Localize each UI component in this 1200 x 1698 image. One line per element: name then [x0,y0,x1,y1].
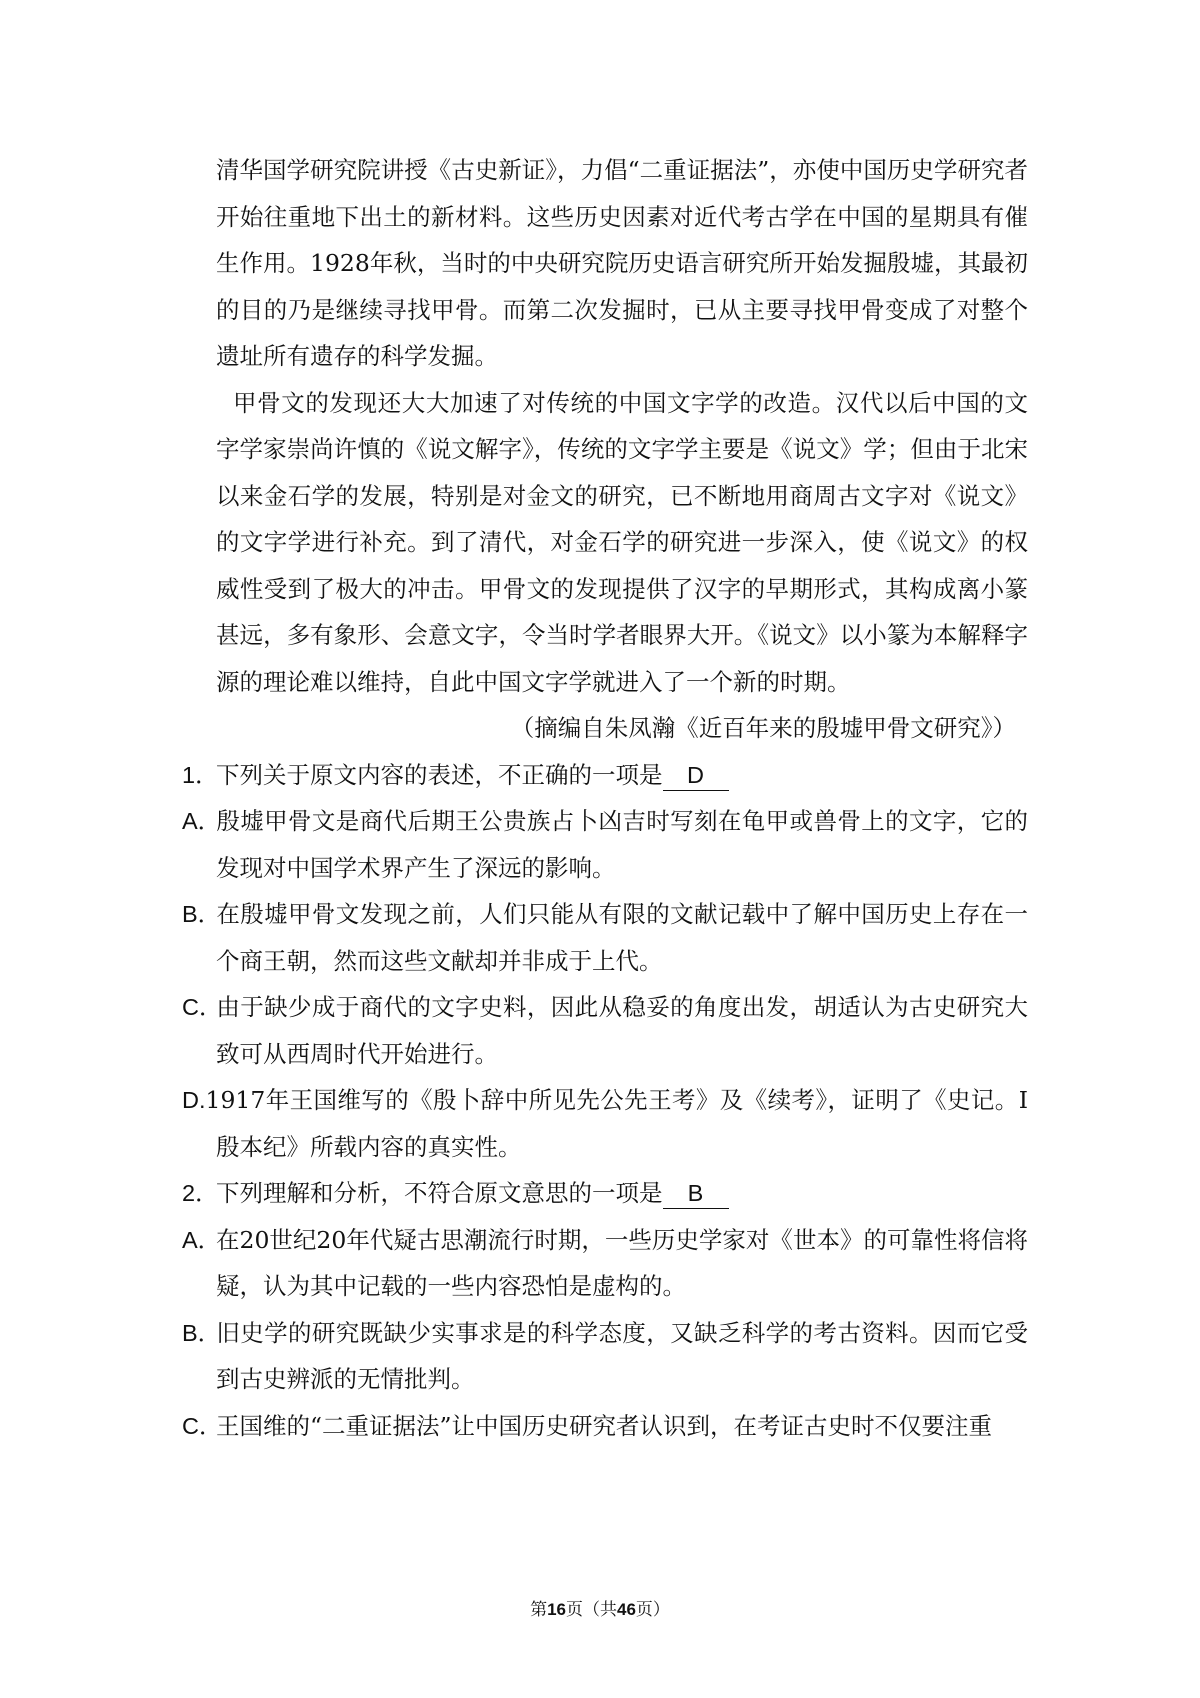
option-label: A． [182,808,222,834]
option-text: 旧史学的研究既缺少实事求是的科学态度，又缺乏科学的考古资料。因而它受到古史辨派的无情批判。 [216,1318,1028,1393]
option-label: B． [182,901,222,927]
question-number: 2． [182,1180,219,1206]
option-c [182,984,1028,1077]
option-text: 王国维的“二重证据法”让中国历史研究者认识到，在考证古史时不仅要注重 [216,1411,993,1440]
option-b [182,891,1028,984]
question-stem: 下列理解和分析，不符合原文意思的一项是 [216,1179,663,1207]
passage-source: （摘编自朱凤瀚《近百年来的殷墟甲骨文研究》） [510,714,1016,742]
option-a [182,1217,1028,1310]
option-text: 在殷墟甲骨文发现之前，人们只能从有限的文献记载中了解中国历史上存在一个商王朝，然而这些文献却并非成于上代。 [216,900,1028,975]
footer-middle: 页（共 [566,1600,617,1620]
answer-blank: B [663,1178,729,1209]
passage-paragraph-2: 甲骨文的发现还大大加速了对传统的中国文字学的改造。汉代以后中国的文字学家崇尚许慎的《说文解字》，传统的文字学主要是《说文》学；但由于北宋以来金石学的发展，特别是对金文的研究，已不断地用商周古文字对《说文》的文字学进行补充。到了清代，对金石学的研究进一步深入，使《说文》的权威性受到了极大的冲击。甲骨文的发现提供了汉字的早期形式，其构成离小篆甚远，多有象形、会意文字，令当时学者眼界大开。《说文》以小篆为本解释字源的理论难以维持，自此中国文字学就进入了一个新的时期。 [216,388,1028,696]
footer-suffix: 页） [635,1600,670,1620]
option-d [182,1077,1028,1170]
footer-prefix: 第 [530,1600,548,1620]
option-text: 在20世纪20年代疑古思潮流行时期，一些历史学家对《世本》的可靠性将信将疑，认为其中记载的一些内容恐怕是虚构的。 [216,1225,1028,1300]
footer-total-pages: 46 [617,1600,636,1619]
option-b [182,1310,1028,1403]
question-1 [182,752,1028,799]
question-number: 1． [182,761,219,788]
option-label: C． [182,1412,223,1439]
option-label: C． [182,994,223,1020]
question-2 [182,1170,1028,1217]
option-label: A． [182,1226,222,1253]
option-c [182,1403,1028,1450]
answer-blank: D [663,760,729,791]
option-a [182,798,1028,891]
page-content [182,147,1028,1449]
footer-page-number: 16 [547,1600,566,1619]
option-text: 殷墟甲骨文是商代后期王公贵族占卜凶吉时写刻在龟甲或兽骨上的文字，它的发现对中国学术界产生了深远的影响。 [216,807,1028,882]
option-label: B． [182,1319,222,1346]
passage-paragraph-1: 清华国学研究院讲授《古史新证》，力倡“二重证据法”，亦使中国历史学研究者开始往重地下出土的新材料。这些历史因素对近代考古学在中国的星期具有催生作用。1928年秋，当时的中央研究院历史语言研究所开始发掘殷墟，其最初的目的乃是继续寻找甲骨。而第二次发掘时，已从主要寻找甲骨变成了对整个遗址所有遗存的科学发掘。 [216,156,1028,370]
question-stem: 下列关于原文内容的表述，不正确的一项是 [216,760,663,789]
option-label: D. [182,1087,206,1113]
page-footer [0,1598,1200,1622]
option-text: 1917年王国维写的《殷卜辞中所见先公先王考》及《续考》，证明了《史记。I殷本纪》所载内容的真实性。 [205,1086,1028,1161]
option-text: 由于缺少成于商代的文字史料，因此从稳妥的角度出发，胡适认为古史研究大致可从西周时代开始进行。 [216,993,1028,1068]
